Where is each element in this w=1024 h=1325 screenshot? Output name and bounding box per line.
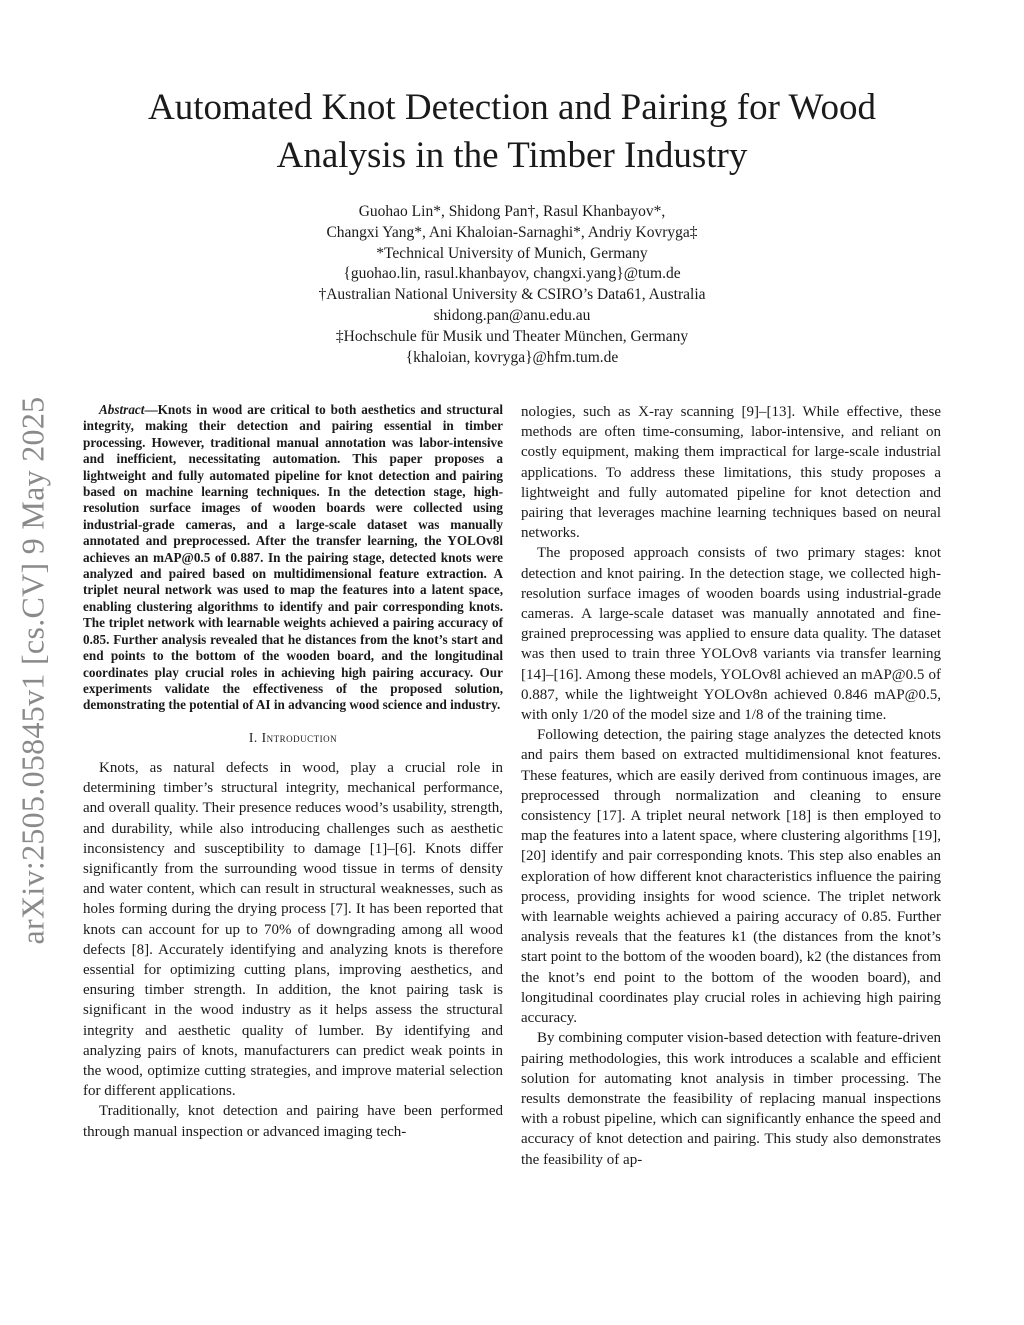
right-column [521,402,941,1170]
intro-paragraph-5: Following detection, the pairing stage analyzes the detected knots and pairs them based on extracted multidimensional knot features. These features, which are easily derived from continuous images, are preprocessed through normalization and cleaning to ensure consistency [17]. A triplet neural network [18] is then employed to map the features into a latent space, where clustering algorithms [19], [20] identify and pair corresponding knots. This step also enables an exploration of how different knot characteristics influence the pairing process, providing insights for wood science. The triplet network with learnable weights achieved a pairing accuracy of 0.85. Further analysis reveals that the features k1 (the distances from the knot’s start point to the bottom of the wooden board), k2 (the distances from the knot’s end point to the bottom of the wooden board), and longitudinal coordinates play crucial roles in achieving high pairing accuracy. [521,727,941,1027]
intro-paragraph-2: Traditionally, knot detection and pairing have been performed through manual inspection or advanced imaging tech- [83,1103,503,1140]
arxiv-stamp-text: arXiv:2505.05845v1 [cs.CV] 9 May 2025 [14,396,51,944]
author-line-1: Guohao Lin*, Shidong Pan†, Rasul Khanbayov*, [358,203,666,220]
section-number: I. [248,729,258,745]
abstract-label: Abstract [99,402,145,417]
email-1: {guohao.lin, rasul.khanbayov, changxi.yang}@tum.de [343,265,681,283]
left-column [83,402,503,1142]
arxiv-side-stamp [4,370,62,970]
affiliation-1: *Technical University of Munich, Germany [376,244,648,262]
abstract [83,402,503,714]
paper-title: Automated Knot Detection and Pairing for Wood Analysis in the Timber Industry [148,87,876,176]
email-2: shidong.pan@anu.edu.au [433,306,591,324]
intro-paragraph-3: nologies, such as X-ray scanning [9]–[13]. While effective, these methods are often time-consuming, labor-intensive, and reliant on costly equipment, making them impractical for large-scale industrial applications. To address these limitations, this study proposes a lightweight and fully automated pipeline for knot detection and pairing that leverages machine learning techniques based on neural networks. [521,404,941,542]
email-3: {khaloian, kovryga}@hfm.tum.de [405,348,619,366]
intro-paragraph-6: By combining computer vision-based detection with feature-driven pairing methodologies, this work introduces a scalable and efficient solution for automating knot analysis in timber processing. The results demonstrate the feasibility of replacing manual inspections with a robust pipeline, which can significantly enhance the speed and accuracy of knot detection and pairing. This study also demonstrates the feasibility of ap- [521,1030,941,1168]
abstract-text: —Knots in wood are critical to both aesthetics and structural integrity, making their detection and pairing essential in timber processing. However, traditional manual annotation was labor-intensive and inefficient, necessitating automation. This paper proposes a lightweight and fully automated pipeline for knot detection and pairing based on machine learning techniques. In the detection stage, high-resolution surface images of wooden boards were collected using industrial-grade cameras, and a large-scale dataset was manually annotated and preprocessed. After the transfer learning, the YOLOv8l achieves an mAP@0.5 of 0.887. In the pairing stage, detected knots were analyzed and paired based on multidimensional feature extraction. A triplet neural network was used to map the features into a latent space, enabling clustering algorithms to identify and pair corresponding knots. The triplet network with learnable weights achieved a pairing accuracy of 0.85. Further analysis revealed that he distances from the knot’s start and end points to the bottom of the wooden board, and the longitudinal coordinates play crucial roles in achieving high pairing accuracy. Our experiments validate the effectiveness of the proposed solution, demonstrating the potential of AI in advancing wood science and industry. [83,402,503,713]
author-line-2: Changxi Yang*, Ani Khaloian-Sarnaghi*, Andriy Kovryga‡ [326,223,698,241]
section-heading-introduction [83,728,503,748]
intro-paragraph-1: Knots, as natural defects in wood, play a crucial role in determining timber’s structural integrity, mechanical performance, and overall quality. Their presence reduces wood’s usability, strength, and durability, while also introducing challenges such as aesthetic inconsistency and susceptibility to damage [1]–[6]. Knots differ significantly from the surrounding wood tissue in terms of density and water content, which can result in structural weaknesses, such as holes forming during the drying process [7]. It has been reported that knots can account for up to 70% of downgrading among all wood defects [8]. Accurately identifying and analyzing knots is therefore essential for optimizing cutting plans, improving aesthetics, and ensuring timber strength. In addition, the knot pairing task is significant in the wood industry as it helps assess the structural integrity and aesthetic quality of lumber. By identifying and analyzing pairs of knots, manufacturers can predict weak points in the wood, optimize cutting strategies, and improve material selection for different applications. [83,759,503,1100]
intro-paragraph-4: The proposed approach consists of two primary stages: knot detection and knot pairing. In the detection stage, we collected high-resolution surface images of wooden boards using industrial-grade cameras. A large-scale dataset was manually annotated and fine-grained preprocessing was applied to ensure data quality. The dataset was then used to train three YOLOv8 variants via transfer learning [14]–[16]. Among these models, YOLOv8l achieved an mAP@0.5 of 0.887, while the lightweight YOLOv8n achieved 0.846 mAP@0.5, with only 1/20 of the model size and 1/8 of the training time. [521,545,941,724]
affiliation-3: ‡Hochschule für Musik und Theater München, Germany [335,327,689,345]
author-block [150,202,874,368]
section-name: Introduction [261,729,338,745]
affiliation-2: †Australian National University & CSIRO’s Data61, Australia [318,286,706,304]
